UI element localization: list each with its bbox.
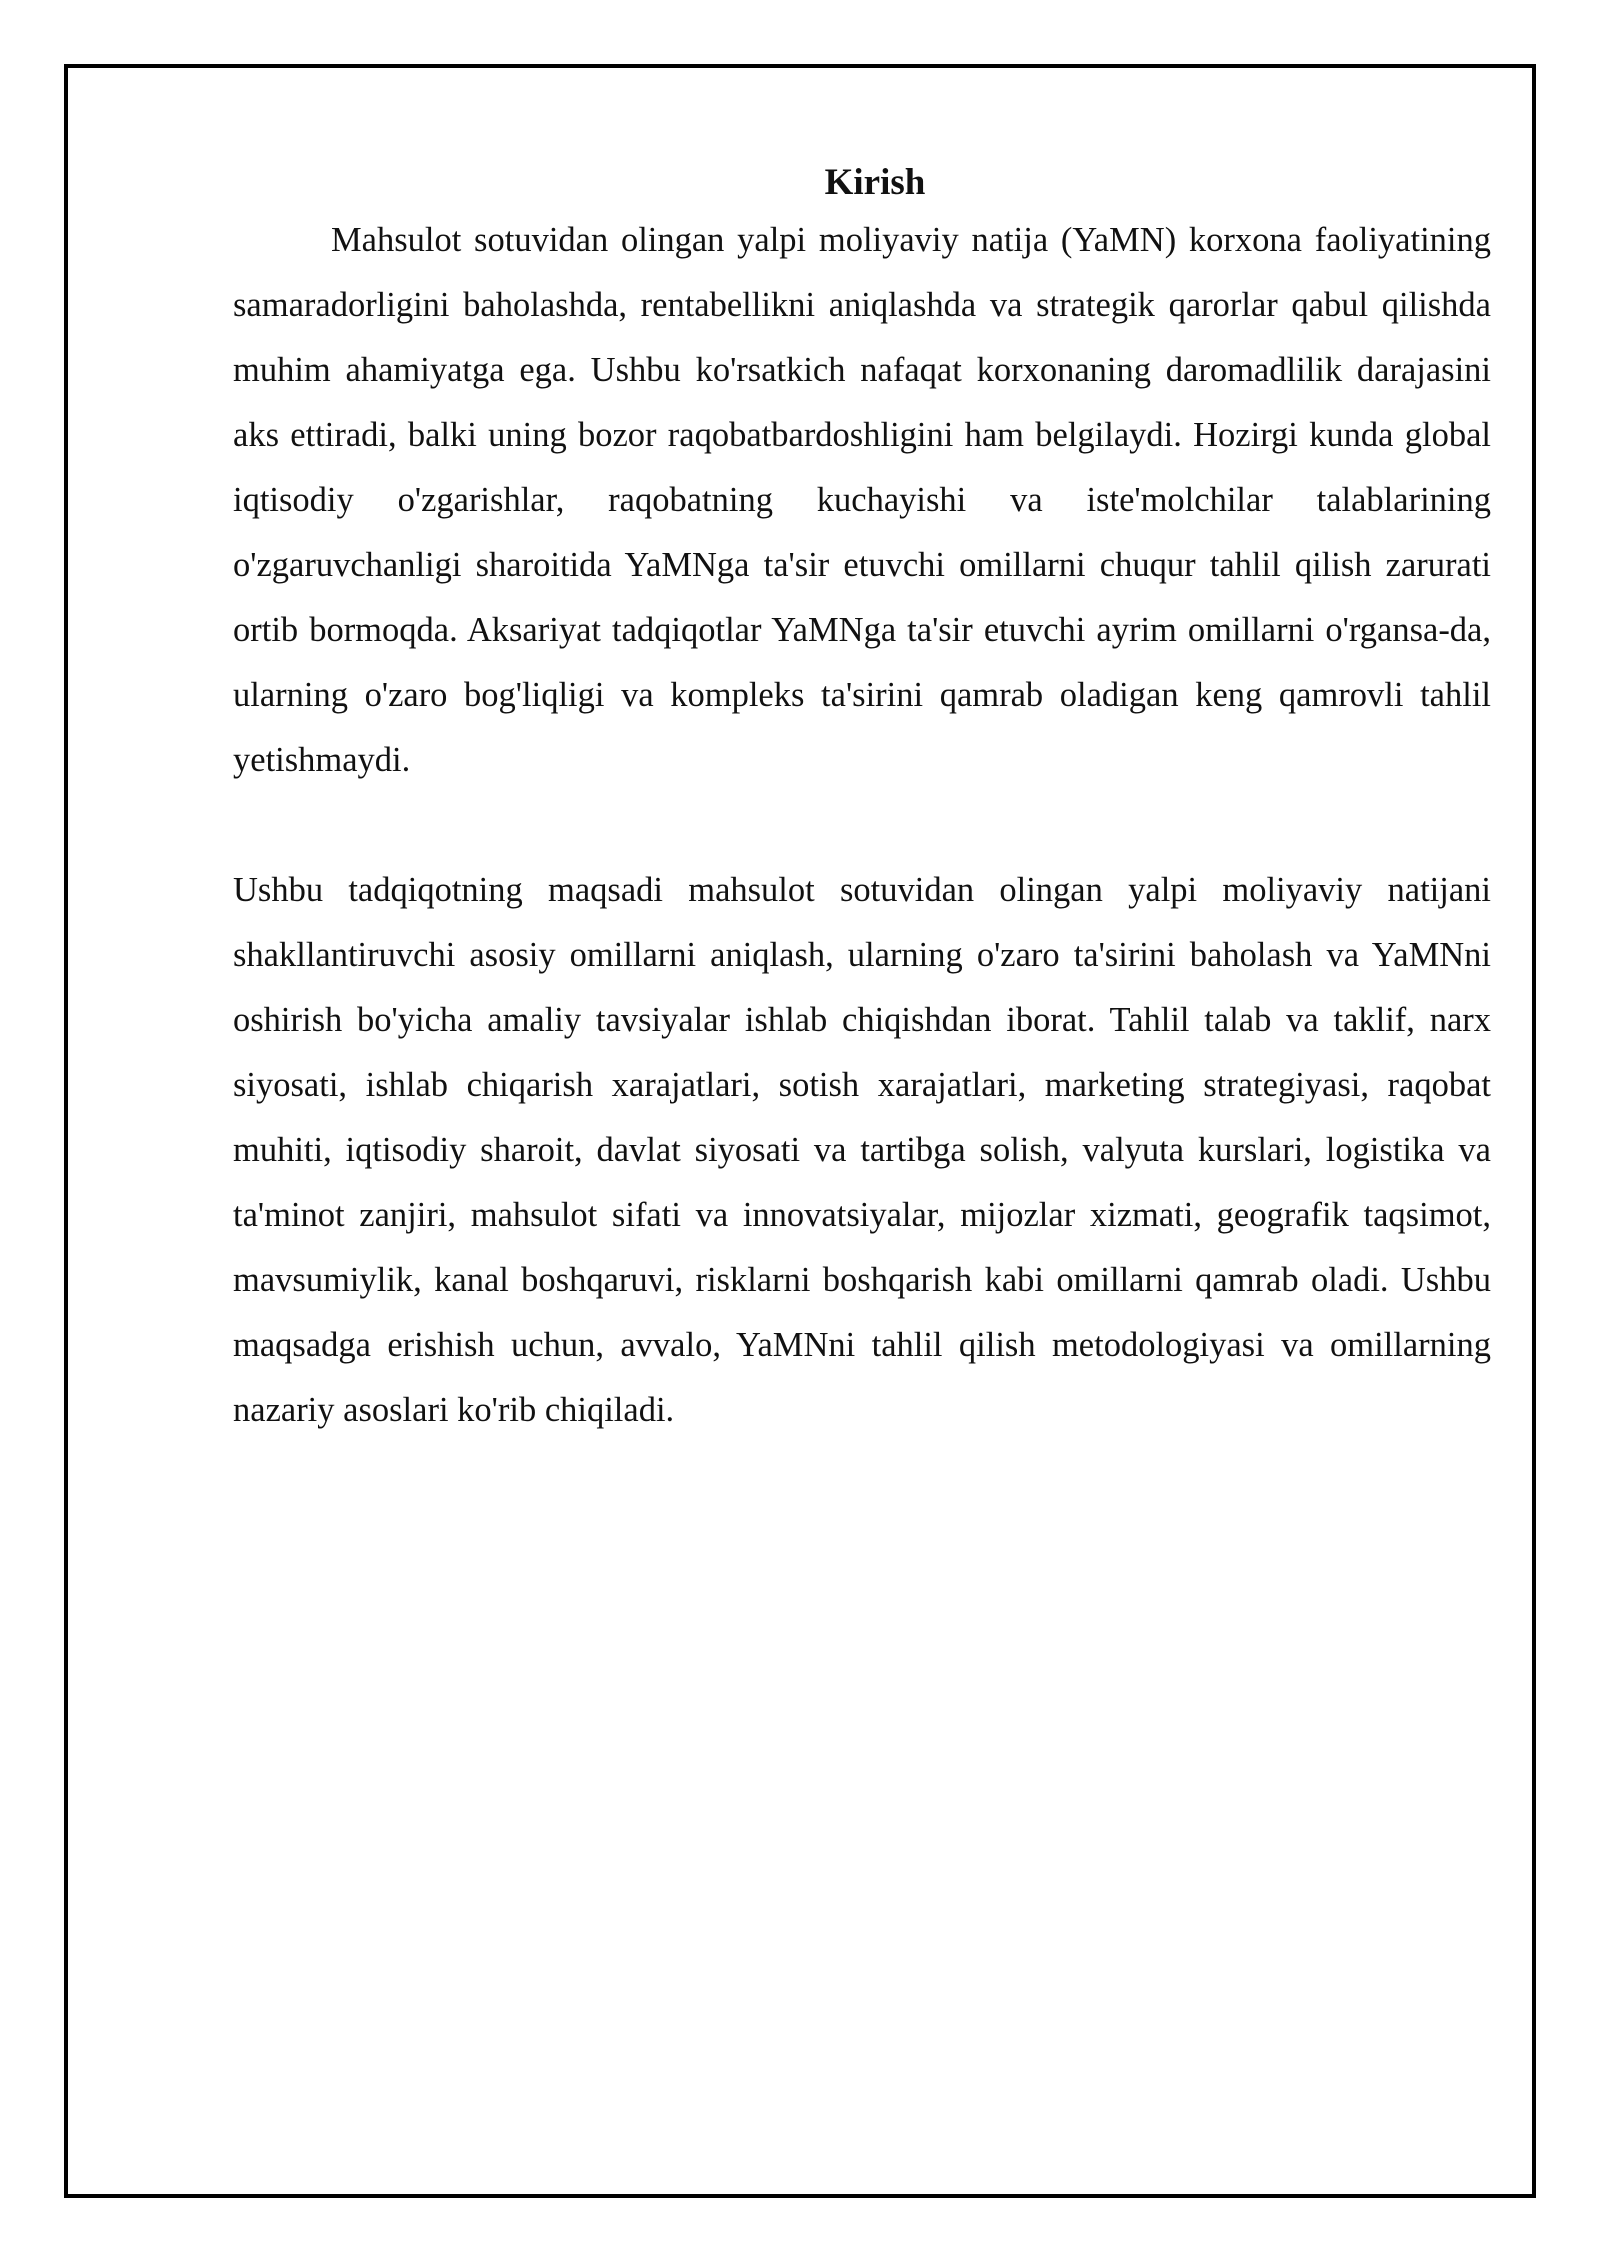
document-body — [233, 158, 1491, 1443]
paragraph-goal: Ushbu tadqiqotning maqsadi mahsulot sotuvidan olingan yalpi moliyaviy natijani shakllantiruvchi asosiy omillarni aniqlash, ularning o'zaro ta'sirini baholash va YaMNni oshirish bo'yicha amaliy tavsiyalar ishlab chiqishdan iborat. Tahlil talab va taklif, narx siyosati, ishlab chiqarish xarajatlari, sotish xarajatlari, marketing strategiyasi, raqobat muhiti, iqtisodiy sharoit, davlat siyosati va tartibga solish, valyuta kurslari, logistika va ta'minot zanjiri, mahsulot sifati va innovatsiyalar, mijozlar xizmati, geografik taqsimot, mavsumiylik, kanal boshqaruvi, risklarni boshqarish kabi omillarni qamrab oladi. Ushbu maqsadga erishish uchun, avvalo, YaMNni tahlil qilish metodologiyasi va omillarning nazariy asoslari ko'rib chiqiladi. — [233, 871, 1491, 1429]
page-title: Kirish — [824, 162, 926, 203]
paragraph-intro: Mahsulot sotuvidan olingan yalpi moliyaviy natija (YaMN) korxona faoliyatining samaradorligini baholashda, rentabellikni aniqlashda va strategik qarorlar qabul qilishda muhim ahamiyatga ega. Ushbu ko'rsatkich nafaqat korxonaning daromadlilik darajasini aks ettiradi, balki uning bozor raqobatbardoshligini ham belgilaydi. Hozirgi kunda global iqtisodiy o'zgarishlar, raqobatning kuchayishi va iste'molchilar talablarining o'zgaruvchanligi sharoitida YaMNga ta'sir etuvchi omillarni chuqur tahlil qilish zarurati ortib bormoqda. Aksariyat tadqiqotlar YaMNga ta'sir etuvchi ayrim omillarni o'rgansa-da, ularning o'zaro bog'liqligi va kompleks ta'sirini qamrab oladigan keng qamrovli tahlil yetishmaydi. — [233, 221, 1491, 779]
page-frame — [64, 64, 1536, 2198]
